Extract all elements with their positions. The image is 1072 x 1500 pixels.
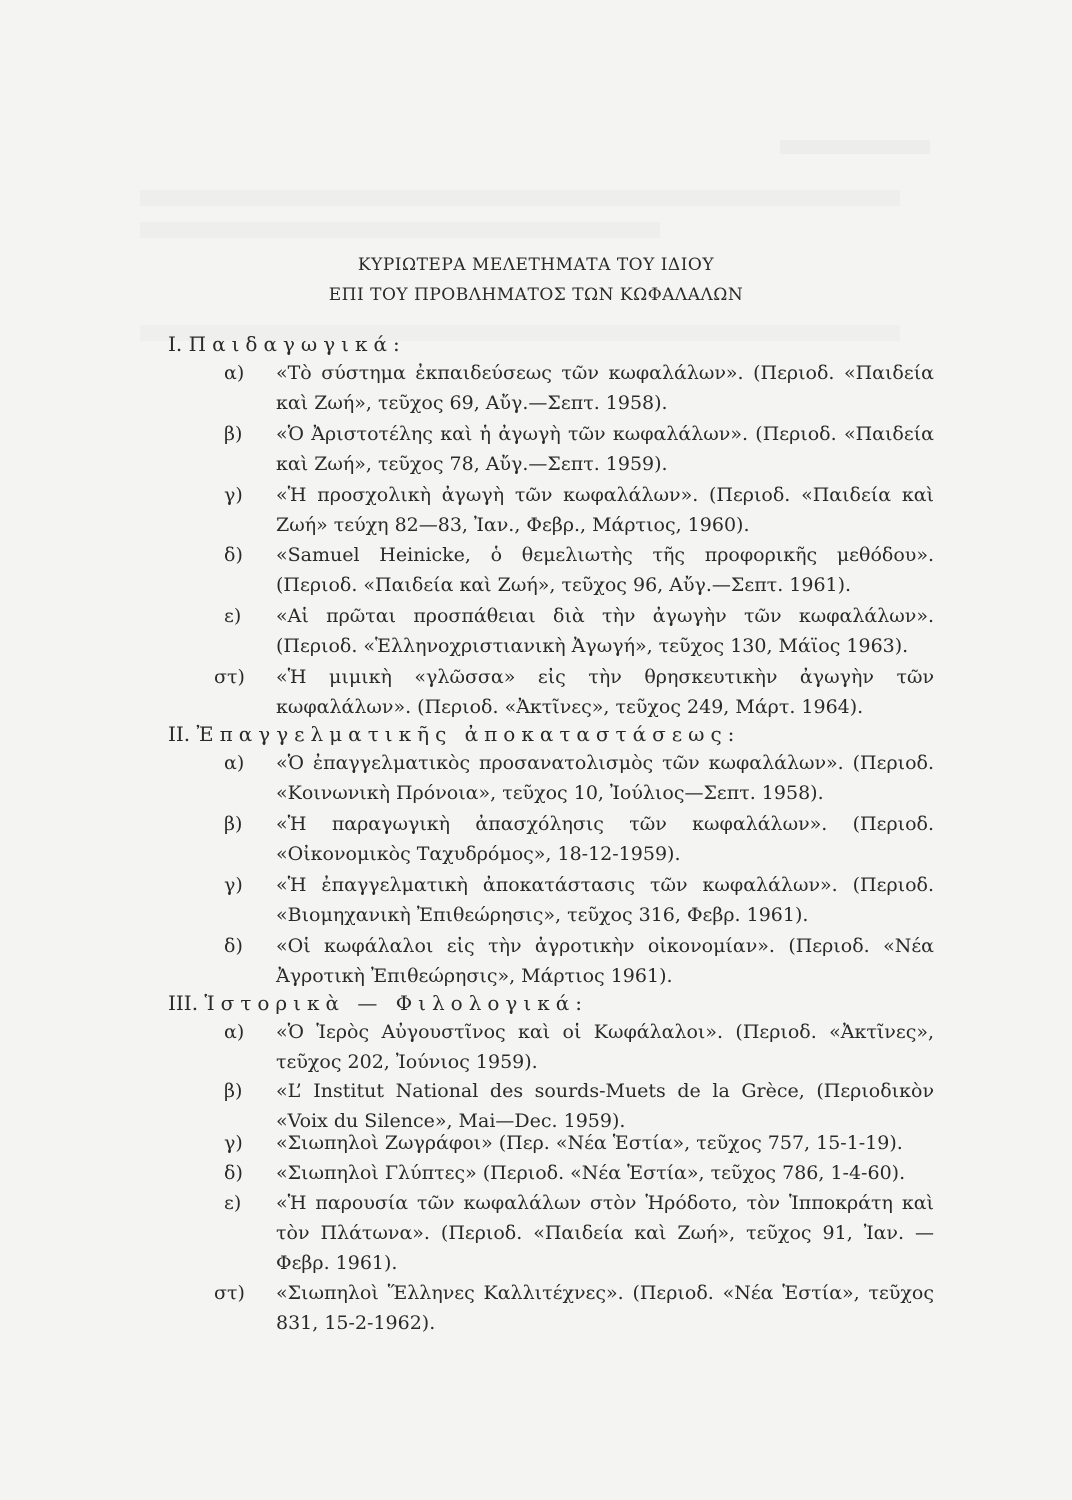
title-line-2: ΕΠΙ ΤΟΥ ΠΡΟΒΛΗΜΑΤΟΣ ΤΩΝ ΚΩΦΑΛΑΛΩΝ — [328, 285, 744, 305]
section-heading-1 — [168, 332, 406, 356]
list-item — [224, 1017, 934, 1077]
list-item — [214, 662, 934, 722]
item-marker: α) — [224, 1021, 245, 1043]
list-item — [224, 601, 934, 661]
list-item — [214, 1278, 934, 1338]
section-numeral: III. — [168, 991, 199, 1015]
item-marker: ε) — [224, 1192, 242, 1214]
section-numeral: II. — [168, 722, 191, 746]
item-text: «Ὁ Ἀριστοτέλης καὶ ἡ ἀγωγὴ τῶν κωφαλάλων». (Περιοδ. «Παιδεία καὶ Ζωή», τεῦχος 78, Αὔγ.—Σεπτ. 1959). — [276, 423, 934, 475]
list-item — [224, 480, 934, 540]
title-line-1: ΚΥΡΙΩΤΕΡΑ ΜΕΛΕΤΗΜΑΤΑ ΤΟΥ ΙΔΙΟΥ — [357, 255, 715, 275]
item-text: «Ἡ παρουσία τῶν κωφαλάλων στὸν Ἡρόδοτο, τὸν Ἱπποκράτη καὶ τὸν Πλάτωνα». (Περιοδ. «Παιδεία καὶ Ζωή», τεῦχος 91, Ἰαν. —Φεβρ. 1961). — [276, 1192, 934, 1274]
item-marker: δ) — [224, 935, 243, 957]
list-item — [224, 419, 934, 479]
item-marker: β) — [224, 1080, 243, 1102]
item-text: «Samuel Heinicke, ὁ θεμελιωτὴς τῆς προφορικῆς μεθόδου». (Περιοδ. «Παιδεία καὶ Ζωή», τεῦχος 96, Αὔγ.—Σεπτ. 1961). — [276, 544, 934, 596]
section-numeral: I. — [168, 332, 183, 356]
list-item — [224, 1128, 934, 1158]
bleed-through-shadow — [140, 190, 900, 206]
item-text: «Σιωπηλοὶ Γλύπτες» (Περιοδ. «Νέα Ἑστία», τεῦχος 786, 1-4-60). — [276, 1162, 906, 1184]
list-item — [224, 1158, 934, 1188]
item-text: «Σιωπηλοὶ Ἕλληνες Καλλιτέχνες». (Περιοδ. «Νέα Ἑστία», τεῦχος 831, 15-2-1962). — [276, 1282, 934, 1334]
list-item — [224, 809, 934, 869]
item-text: «Ὁ Ἱερὸς Αὐγουστῖνος καὶ οἱ Κωφάλαλοι». (Περιοδ. «Ἀκτῖνες», τεῦχος 202, Ἰούνιος 1959). — [276, 1021, 934, 1073]
item-marker: ε) — [224, 605, 242, 627]
item-marker: γ) — [224, 1132, 243, 1154]
item-marker: α) — [224, 752, 245, 774]
page-title — [0, 250, 1072, 310]
item-text: «Ἡ προσχολικὴ ἀγωγὴ τῶν κωφαλάλων». (Περιοδ. «Παιδεία καὶ Ζωή» τεύχη 82—83, Ἰαν., Φεβρ., Μάρτιος, 1960). — [276, 484, 934, 536]
list-item — [224, 748, 934, 808]
item-text: «L’ Institut National des sourds-Muets de la Grèce, (Περιοδικὸν «Voix du Silence», Mai—Dec. 1959). — [276, 1080, 934, 1132]
item-marker: στ) — [214, 1282, 245, 1304]
section-label: Ἱστορικὰ — Φιλολογικά: — [204, 991, 588, 1015]
bleed-through-shadow — [140, 222, 660, 238]
item-text: «Ἡ ἐπαγγελματικὴ ἀποκατάστασις τῶν κωφαλάλων». (Περιοδ. «Βιομηχανικὴ Ἐπιθεώρησις», τεῦχος 316, Φεβρ. 1961). — [276, 874, 934, 926]
item-marker: δ) — [224, 544, 243, 566]
item-marker: γ) — [224, 484, 243, 506]
item-marker: β) — [224, 423, 243, 445]
list-item — [224, 1076, 934, 1136]
bleed-through-shadow — [780, 140, 930, 154]
list-item — [224, 540, 934, 600]
item-marker: στ) — [214, 666, 245, 688]
list-item — [224, 358, 934, 418]
item-marker: β) — [224, 813, 243, 835]
item-marker: α) — [224, 362, 245, 384]
item-text: «Αἱ πρῶται προσπάθειαι διὰ τὴν ἀγωγὴν τῶν κωφαλάλων». (Περιοδ. «Ἑλληνοχριστιανικὴ Ἀγωγή», τεῦχος 130, Μάϊος 1963). — [276, 605, 934, 657]
item-text: «Οἱ κωφάλαλοι εἰς τὴν ἀγροτικὴν οἰκονομίαν». (Περιοδ. «Νέα Ἀγροτικὴ Ἐπιθεώρησις», Μάρτιος 1961). — [276, 935, 934, 987]
section-label: Ἐπαγγελματικῆς ἀποκαταστάσεως: — [196, 722, 741, 746]
section-heading-2 — [168, 722, 740, 746]
list-item — [224, 870, 934, 930]
item-text: «Τὸ σύστημα ἐκπαιδεύσεως τῶν κωφαλάλων». (Περιοδ. «Παιδεία καὶ Ζωή», τεῦχος 69, Αὔγ.—Σεπτ. 1958). — [276, 362, 934, 414]
list-item — [224, 931, 934, 991]
item-marker: δ) — [224, 1162, 243, 1184]
item-text: «Ἡ παραγωγικὴ ἀπασχόλησις τῶν κωφαλάλων». (Περιοδ. «Οἰκονομικὸς Ταχυδρόμος», 18-12-1959). — [276, 813, 934, 865]
item-marker: γ) — [224, 874, 243, 896]
list-item — [224, 1188, 934, 1278]
section-label: Παιδαγωγικά: — [188, 332, 406, 356]
item-text: «Σιωπηλοὶ Ζωγράφοι» (Περ. «Νέα Ἑστία», τεῦχος 757, 15-1-19). — [276, 1132, 903, 1154]
section-heading-3 — [168, 991, 588, 1015]
item-text: «Ὁ ἐπαγγελματικὸς προσανατολισμὸς τῶν κωφαλάλων». (Περιοδ. «Κοινωνικὴ Πρόνοια», τεῦχος 10, Ἰούλιος—Σεπτ. 1958). — [276, 752, 934, 804]
item-text: «Ἡ μιμικὴ «γλῶσσα» εἰς τὴν θρησκευτικὴν ἀγωγὴν τῶν κωφαλάλων». (Περιοδ. «Ἀκτῖνες», τεῦχος 249, Μάρτ. 1964). — [276, 666, 934, 718]
